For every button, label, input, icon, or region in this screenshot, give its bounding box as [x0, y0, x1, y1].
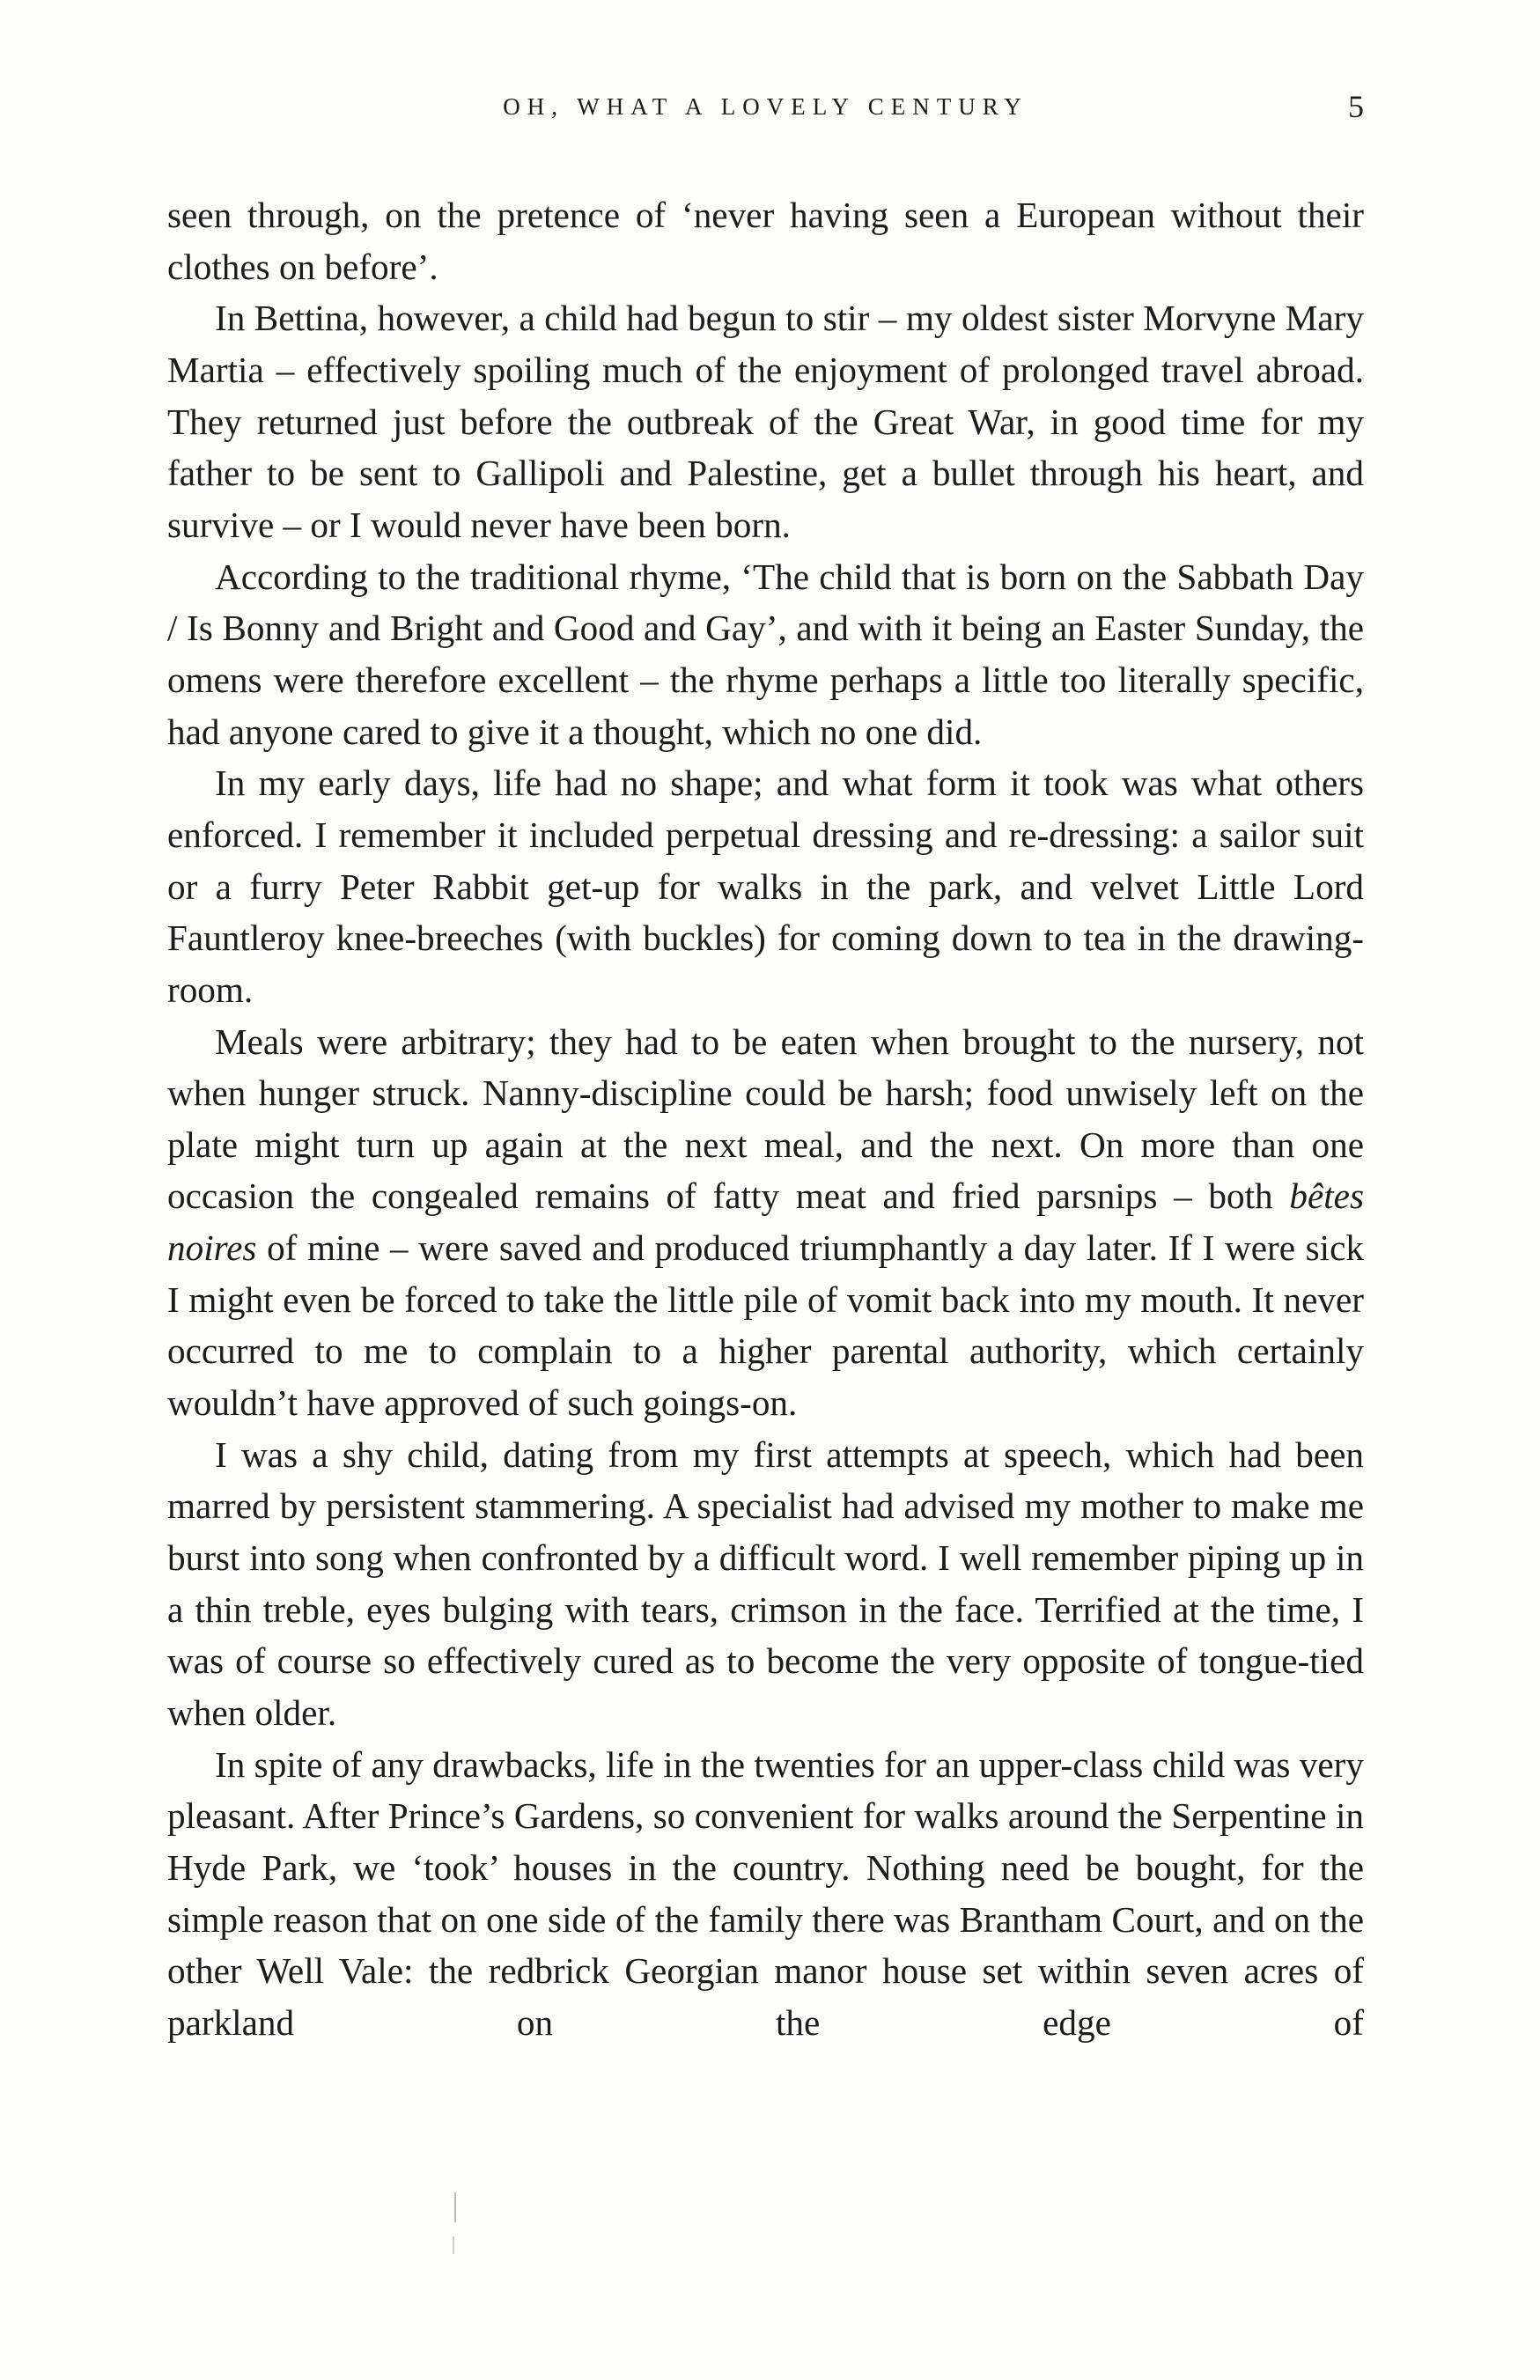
paragraph-1: seen through, on the pretence of ‘never having seen a European without their clothes on before’. [167, 195, 1364, 287]
paragraph-2: In Bettina, however, a child had begun to stir – my oldest sister Morvyne Mary Martia – effectively spoiling much of the enjoyment of prolonged travel abroad. They returned just before the outbreak of the Great War, in good time for my father to be sent to Gallipoli and Palestine, get a bullet through his heart, and survive – or I would never have been born. [167, 298, 1364, 545]
running-head [167, 85, 1364, 129]
paragraph-6: I was a shy child, dating from my first attempts at speech, which had been marred by persistent stammering. A specialist had advised my mother to make me burst into song when confronted by a difficult word. I well remember piping up in a thin treble, eyes bulging with tears, crimson in the face. Terrified at the time, I was of course so effectively cured as to become the very opposite of tongue-tied when older. [167, 1433, 1364, 1734]
scan-mark [453, 2236, 454, 2254]
paragraph-5-text-b: of mine – were saved and produced triumphantly a day later. If I were sick I might even be forced to take the little pile of vomit back into my mouth. It never occurred to me to complain to a higher parental authority, which certainly wouldn’t have approved of such goings-on. [167, 1227, 1364, 1424]
paragraph-5-text-a: Meals were arbitrary; they had to be eaten when brought to the nursery, not when hunger struck. Nanny-discipline could be harsh; food unwisely left on the plate might turn up again at the next meal, and the next. On more than one occasion the congealed remains of fatty meat and fried parsnips – both [167, 1021, 1364, 1217]
scan-mark [454, 2192, 456, 2222]
paragraph-5 [167, 1016, 1364, 1429]
body-text [167, 189, 1364, 2049]
paragraph-4: In my early days, life had no shape; and what form it took was what others enforced. I remember it included perpetual dressing and re-dressing: a sailor suit or a furry Peter Rabbit get-up for walks in the park, and velvet Little Lord Fauntleroy knee-breeches (with buckles) for coming down to tea in the drawing-room. [167, 763, 1364, 1010]
running-title: OH, WHAT A LOVELY CENTURY [503, 93, 1028, 120]
italic-phrase: bêtes noires [167, 1175, 1364, 1269]
page-number: 5 [1348, 89, 1364, 124]
paragraph-7: In spite of any drawbacks, life in the twenties for an upper-class child was very pleasant. After Prince’s Gardens, so convenient for walks around the Serpentine in Hyde Park, we ‘took’ houses in the country. Nothing need be bought, for the simple reason that on one side of the family there was Brantham Court, and on the other Well Vale: the redbrick Georgian manor house set within seven acres of parkland on the edge of [167, 1743, 1364, 2043]
paragraph-3: According to the traditional rhyme, ‘The child that is born on the Sabbath Day / Is Bonny and Bright and Good and Gay’, and with it being an Easter Sunday, the omens were therefore excellent – the rhyme perhaps a little too literally specific, had anyone cared to give it a thought, which no one did. [167, 556, 1364, 752]
